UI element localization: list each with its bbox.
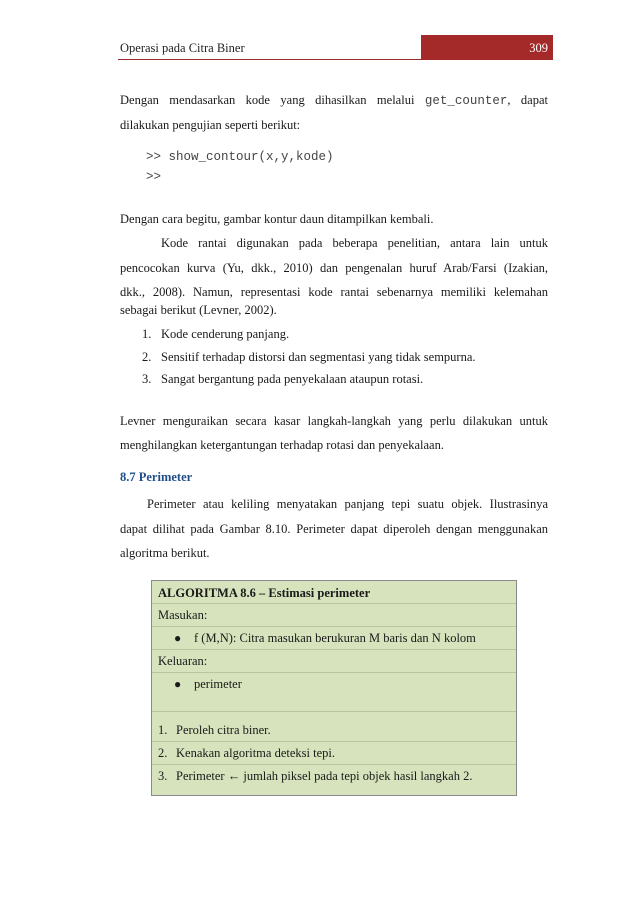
algorithm-step-row bbox=[152, 719, 516, 742]
algorithm-output-item-row bbox=[152, 673, 516, 712]
algorithm-title-row bbox=[152, 581, 516, 604]
algorithm-input-label-row bbox=[152, 604, 516, 627]
algorithm-output-label: Keluaran: bbox=[158, 654, 208, 668]
intro-line-2: dilakukan pengujian seperti berikut: bbox=[120, 118, 301, 132]
inline-code: get_counter bbox=[424, 94, 508, 108]
list-item-number: 2. bbox=[142, 350, 152, 364]
intro-line-1 bbox=[120, 93, 548, 109]
algorithm-input-item-row bbox=[152, 627, 516, 650]
algorithm-output-item: perimeter bbox=[194, 677, 242, 691]
list-item-text: Sensitif terhadap distorsi dan segmentasi yang tidak sempurna. bbox=[161, 350, 476, 364]
algorithm-input-item: f (M,N): Citra masukan berukuran M baris dan N kolom bbox=[194, 631, 476, 645]
bullet-icon: ● bbox=[174, 631, 182, 645]
section-heading: 8.7 Perimeter bbox=[120, 470, 193, 484]
list-item-number: 3. bbox=[142, 372, 152, 386]
section-line-1: Perimeter atau keliling menyatakan panjang tepi suatu objek. Ilustrasinya bbox=[147, 497, 548, 511]
algorithm-step-row bbox=[152, 742, 516, 765]
bullet-icon: ● bbox=[174, 677, 182, 691]
algorithm-output-label-row bbox=[152, 650, 516, 673]
levner-line-1: Levner menguraikan secara kasar langkah-langkah yang perlu dilakukan untuk bbox=[120, 414, 548, 428]
algorithm-step-text: Perimeter ← jumlah piksel pada tepi objek hasil langkah 2. bbox=[176, 769, 473, 783]
intro-text-after: , dapat bbox=[507, 93, 548, 107]
algorithm-title: ALGORITMA 8.6 – Estimasi perimeter bbox=[158, 586, 371, 600]
body-line-a: Dengan cara begitu, gambar kontur daun ditampilkan kembali. bbox=[120, 212, 434, 226]
paragraph-2-line-3: dkk., 2008). Namun, representasi kode rantai sebenarnya memiliki kelemahan bbox=[120, 285, 548, 299]
levner-line-2: menghilangkan ketergantungan terhadap rotasi dan penyekalaan. bbox=[120, 438, 444, 452]
algorithm-input-label: Masukan: bbox=[158, 608, 208, 622]
algorithm-box bbox=[151, 580, 517, 796]
algorithm-step-number: 2. bbox=[158, 746, 168, 760]
section-line-3: algoritma berikut. bbox=[120, 546, 210, 560]
page-number: 309 bbox=[529, 41, 548, 55]
algorithm-step-text: Peroleh citra biner. bbox=[176, 723, 271, 737]
paragraph-2-line-4: sebagai berikut (Levner, 2002). bbox=[120, 303, 277, 317]
algorithm-step-row bbox=[152, 765, 516, 793]
algorithm-step-number: 1. bbox=[158, 723, 168, 737]
list-item-text: Kode cenderung panjang. bbox=[161, 327, 290, 341]
algorithm-step-number: 3. bbox=[158, 769, 168, 783]
section-line-2: dapat dilihat pada Gambar 8.10. Perimeter dapat diperoleh dengan menggunakan bbox=[120, 522, 548, 536]
code-line-2: >> bbox=[146, 170, 162, 184]
list-item-text: Sangat bergantung pada penyekalaan ataupun rotasi. bbox=[161, 372, 424, 386]
paragraph-2-line-2: pencocokan kurva (Yu, dkk., 2010) dan pengenalan huruf Arab/Farsi (Izakian, bbox=[120, 261, 548, 275]
paragraph-2-line-1: Kode rantai digunakan pada beberapa penelitian, antara lain untuk bbox=[161, 236, 548, 250]
running-header-title: Operasi pada Citra Biner bbox=[120, 41, 245, 55]
algorithm-step-text: Kenakan algoritma deteksi tepi. bbox=[176, 746, 335, 760]
code-line-1: >> show_contour(x,y,kode) bbox=[146, 150, 334, 164]
list-item-number: 1. bbox=[142, 327, 152, 341]
intro-text-before: Dengan mendasarkan kode yang dihasilkan melalui bbox=[120, 93, 425, 107]
